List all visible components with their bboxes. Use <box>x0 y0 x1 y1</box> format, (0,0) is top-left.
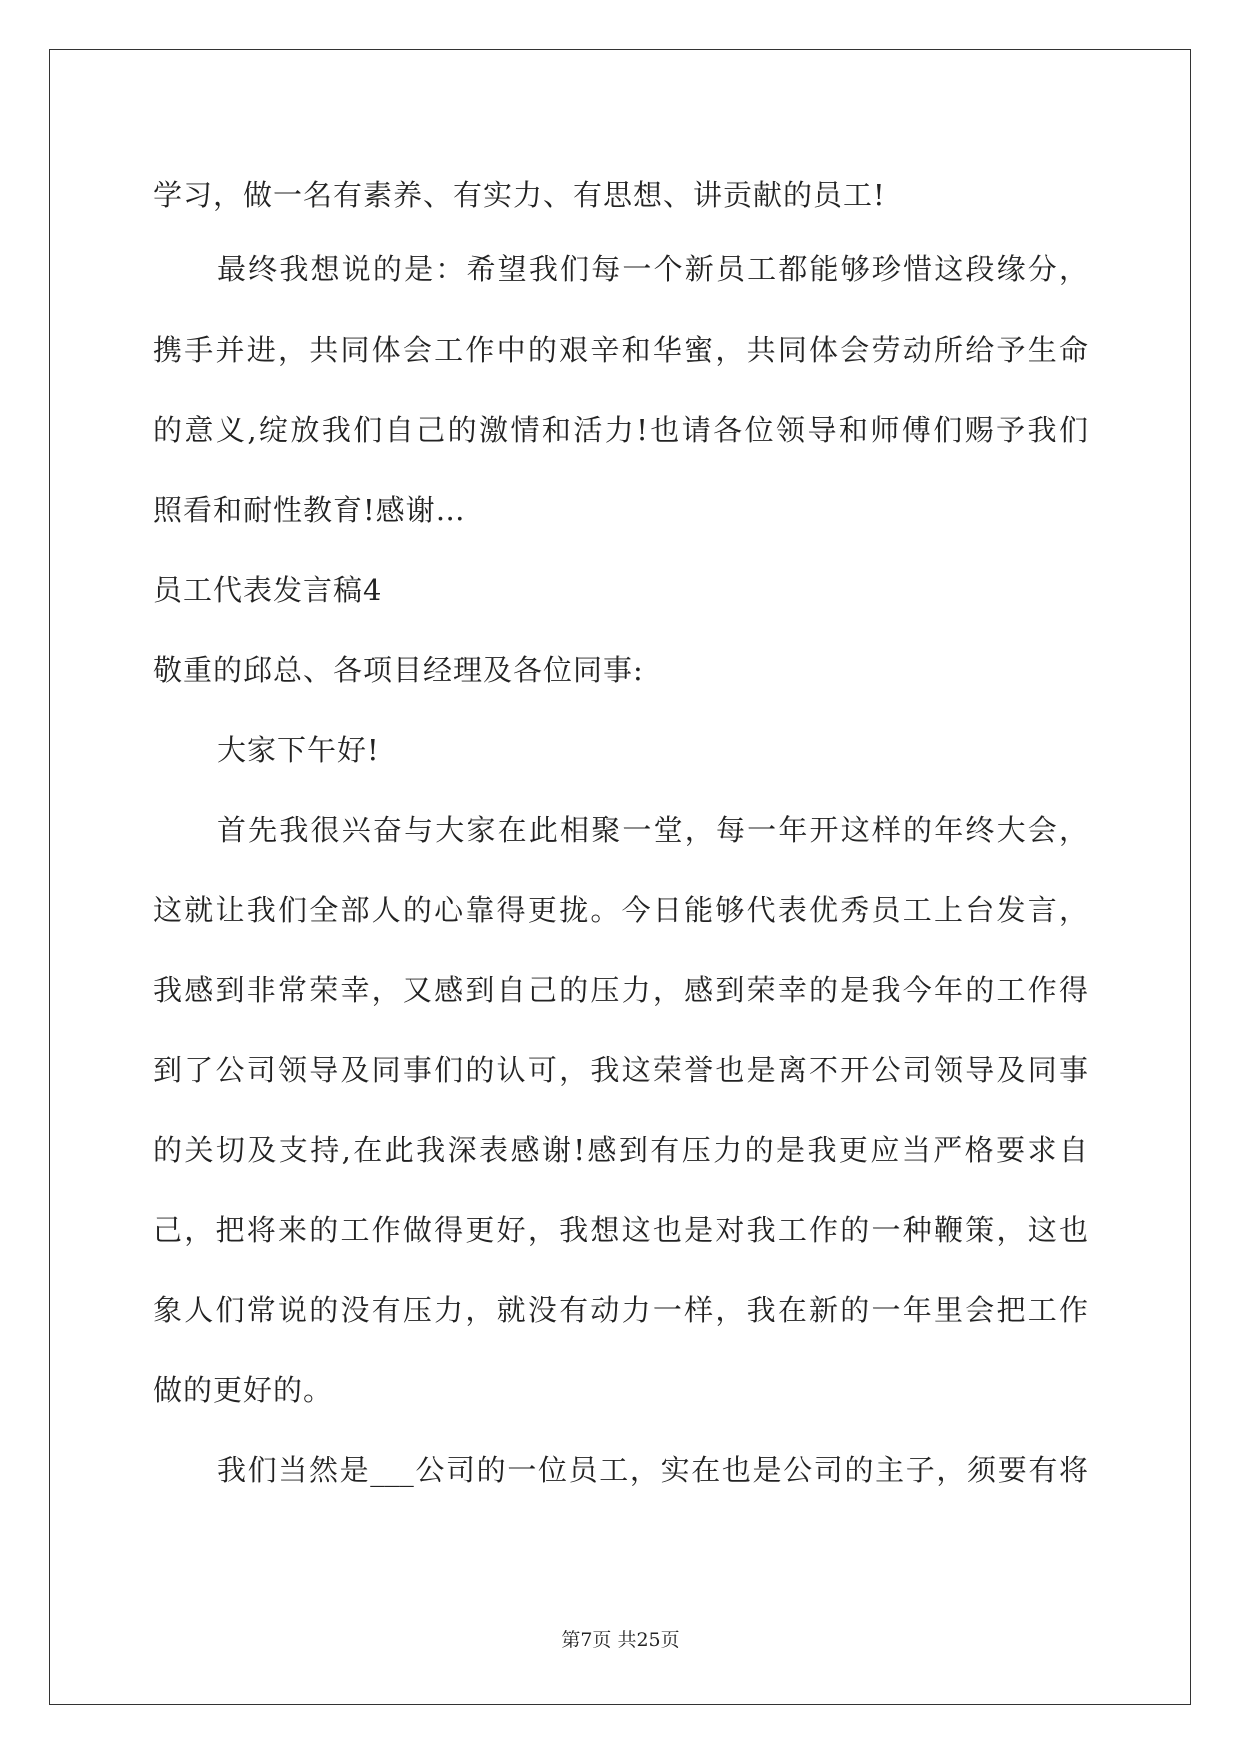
paragraph-line: 到了公司领导及同事们的认可，我这荣誉也是离不开公司领导及同事 <box>153 1053 1088 1087</box>
paragraph-line: 我感到非常荣幸，又感到自己的压力，感到荣幸的是我今年的工作得 <box>153 973 1088 1007</box>
page-number-footer: 第7页 共25页 <box>561 1629 680 1651</box>
section-heading: 员工代表发言稿4 <box>153 573 383 607</box>
paragraph-line: 的关切及支持,在此我深表感谢!感到有压力的是我更应当严格要求自 <box>153 1133 1088 1167</box>
paragraph-line: 我们当然是___公司的一位员工，实在也是公司的主子，须要有将 <box>217 1453 1088 1487</box>
paragraph-line: 学习，做一名有素养、有实力、有思想、讲贡献的员工! <box>153 178 886 212</box>
paragraph-line: 象人们常说的没有压力，就没有动力一样，我在新的一年里会把工作 <box>153 1293 1088 1327</box>
salutation-line: 敬重的邱总、各项目经理及各位同事: <box>153 653 644 687</box>
paragraph-line: 这就让我们全部人的心靠得更拢。今日能够代表优秀员工上台发言， <box>153 893 1088 927</box>
paragraph-line: 的意义,绽放我们自己的激情和活力!也请各位领导和师傅们赐予我们 <box>153 413 1088 447</box>
paragraph-line: 首先我很兴奋与大家在此相聚一堂，每一年开这样的年终大会， <box>217 813 1088 847</box>
paragraph-line: 最终我想说的是：希望我们每一个新员工都能够珍惜这段缘分， <box>217 252 1088 286</box>
paragraph-line: 照看和耐性教育!感谢… <box>153 493 466 527</box>
greeting-line: 大家下午好! <box>217 733 380 767</box>
paragraph-line: 己，把将来的工作做得更好，我想这也是对我工作的一种鞭策，这也 <box>153 1213 1088 1247</box>
paragraph-line: 携手并进，共同体会工作中的艰辛和华蜜，共同体会劳动所给予生命 <box>153 333 1088 367</box>
paragraph-line: 做的更好的。 <box>153 1373 334 1407</box>
